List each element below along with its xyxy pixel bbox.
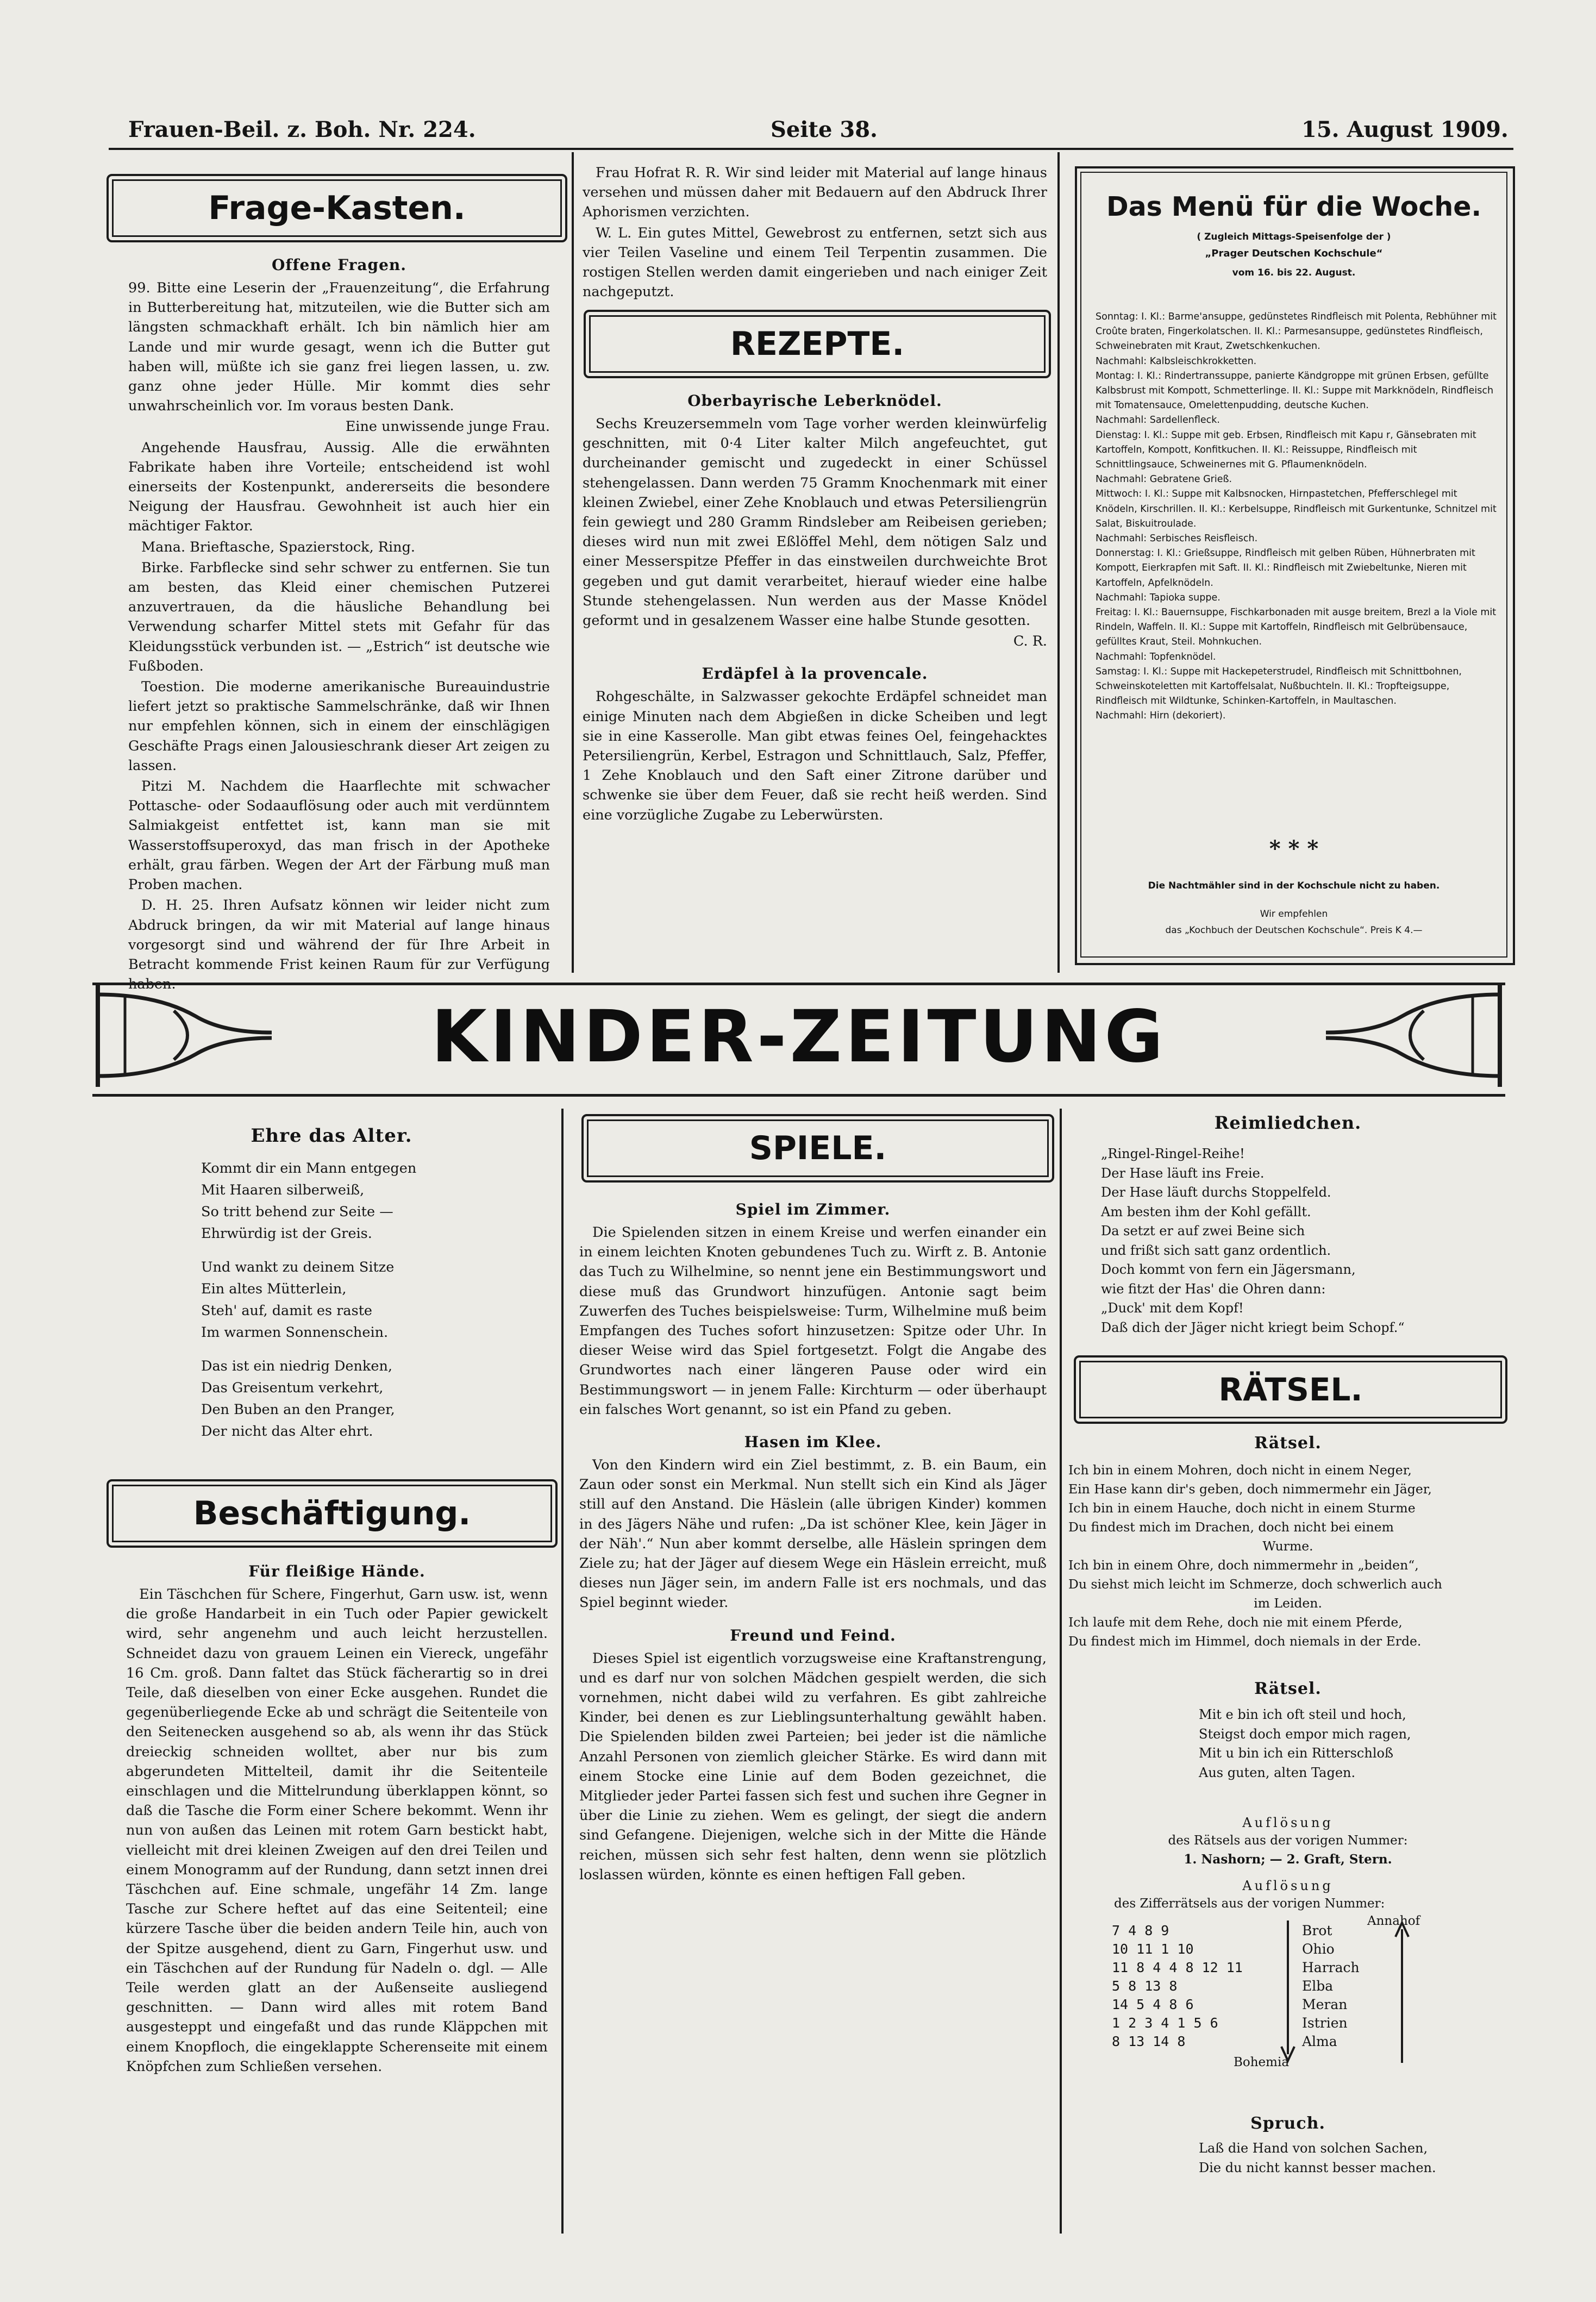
- menu-days: [1096, 310, 1500, 724]
- cipher-bottom-word: Bohemia: [1234, 2055, 1290, 2069]
- cipher-row: 1 2 3 4 1 5 6: [1112, 2015, 1218, 2031]
- menu-day: Samstag: I. Kl.: Suppe mit Hackepeterstrudel, Rindfleisch mit Schnittbohnen, Schweinskoteletten mit Kartoffelsalat, Nußbuchteln. II. Kl.: Tropfteigsuppe, Rindfleisch mit Wildtunke, Schinken-Kartoffeln, in Maultaschen.: [1096, 666, 1462, 707]
- recipe-signature: C. R.: [1013, 633, 1047, 650]
- banner-ornament-left: [92, 978, 277, 1092]
- menu-title: Das Menü für die Woche.: [1106, 191, 1482, 222]
- raetsel-title: RÄTSEL.: [1218, 1371, 1363, 1408]
- offene-fragen-heading: Offene Fragen.: [272, 256, 406, 274]
- beschaeftigung-title: Beschäftigung.: [193, 1494, 471, 1532]
- answer-mana: Mana. Brieftasche, Spazierstock, Ring.: [141, 539, 416, 555]
- rezepte-column: [583, 387, 1047, 826]
- poem-line: Am besten ihm der Kohl gefällt.: [1101, 1204, 1311, 1219]
- poem-line: und frißt sich satt ganz ordentlich.: [1101, 1242, 1331, 1258]
- menu-day: Montag: I. Kl.: Rindertranssuppe, panierte Kändgroppe mit grünen Erbsen, gefüllte Kalbsbrust mit Kompott, Schmetterlinge. II. Kl.: Suppe mit Markknödeln, Rindfleisch mit Tomatensauce, Omelettenpudding, deutsche Kuchen.: [1096, 370, 1494, 411]
- menu-dinner: Nachmahl: Topfenknödel.: [1096, 651, 1216, 662]
- frage-kasten-title: Frage-Kasten.: [208, 189, 466, 227]
- spiel-zimmer-heading: Spiel im Zimmer.: [735, 1200, 891, 1218]
- kinder-zeitung-title: KINDER-ZEITUNG: [431, 995, 1167, 1079]
- question-signature: Eine unwissende junge Frau.: [345, 418, 550, 435]
- freund-feind-text: Dieses Spiel ist eigentlich vorzugsweise eine Kraftanstrengung, und es darf nur von solchen Mädchen gespielt werden, die sich vornehmen, nicht dabei wild zu verfahren. Es gibt zahlreiche Kinder, bei denen es zur Lieblingsunterhaltung gewählt haben. Die Spielenden bilden zwei Parteien; bei jeder ist die nämliche Anzahl Personen von ziemlich gleicher Stärke. Es wird dann mit einem Stocke eine Linie auf dem Boden gezeichnet, die Mitglieder jeder Partei fassen sich fest und suchen ihre Gegner in über die Linie zu ziehen. Wem es gelingt, der siegt die andern sind Gefangene. Diejenigen, welche sich in der Mitte die Hände reichen, müssen sich sehr fest halten, denn wenn sie plötzlich loslassen würden, könnte es einen heftigen Fall geben.: [579, 1650, 1047, 1883]
- spiel-zimmer-text: Die Spielenden sitzen in einem Kreise und werfen einander ein in einem leichten Knoten gebundenes Tuch zu. Wirft z. B. Antonie das Tuch zu Wilhelmine, so nennt jene ein Bestimmungswort und diese muß das Grundwort hinzufügen. Antonie sagt beim Zuwerfen des Tuches beispielsweise: Turm, Wilhelmine muß beim Empfangen des Tuches sofort hinzusetzen: Spitze oder Uhr. In dieser Weise wird das Spiel fortgesetzt. Folgt die Angabe des Grundwortes nach einer längeren Pause oder wird ein Bestimmungswort — in jenem Falle: Kirchturm — oder überhaupt ein falsches Wort genannt, so ist ein Pfand zu geben.: [579, 1224, 1047, 1418]
- menu-day: Sonntag: I. Kl.: Barme'ansuppe, gedünstetes Rindfleisch mit Polenta, Rebhühner mit Croûte braten, Fingerkolatschen. II. Kl.: Parmesansuppe, gedünstetes Rindfleisch, Schweinebraten mit Kraut, Zwetschkenkuchen.: [1096, 311, 1497, 352]
- answer-toestion: Toestion. Die moderne amerikanische Bureauindustrie liefert jetzt so praktische Sammelschränke, daß wir Ihnen nur empfehlen können, sich in einem der einschlägigen Geschäfte Prags einen Jalousieschrank dieser Art zeigen zu lassen.: [128, 679, 550, 774]
- cipher-top-word: Annahof: [1367, 1914, 1420, 1928]
- beschaeftigung-column: [126, 1557, 548, 2078]
- cipher-row: 14 5 4 8 6: [1112, 1997, 1194, 2012]
- poem-line: Kommt dir ein Mann entgegen: [201, 1160, 417, 1177]
- poem-line: „Ringel-Ringel-Reihe!: [1101, 1146, 1245, 1161]
- answer-pitzi: Pitzi M. Nachdem die Haarflechte mit schwacher Pottasche- oder Sodaauflösung oder auch mit verdünntem Salmiakgeist entfettet ist, kann man sie mit Wasserstoffsuperoxyd, das man frisch in der Apotheke erhält, grau färben. Wegen der Art der Färbung muß man Proben machen.: [128, 778, 550, 893]
- menu-subtitle-1: ( Zugleich Mittags-Speisenfolge der ): [1197, 232, 1391, 242]
- haende-text: Ein Täschchen für Schere, Fingerhut, Garn usw. ist, wenn die große Handarbeit in ein Tuch oder Papier gewickelt wird, sehr angenehm und auch leicht herzustellen. Schneidet dazu von grauem Leinen ein Viereck, ungefähr 16 Cm. groß. Dann faltet das Stück fächerartig so in drei Teile, daß dieselben von einer Ecke ausgehen. Rundet die gegenüberliegende Ecke ab und schrägt die Seitenteile von den Seitenecken ausgehend so ab, als wenn ihr das Stück dreieckig schneiden wolltet, aber nur bis zum abgerundeten Mittelteil, damit ihr die Seitenteile einschlagen und die Mittelrundung überklappen könnt, so daß die Tasche die Form einer Schere bekommt. Wenn ihr nun von außen das Leinen mit rotem Garn bestickt habt, vielleicht mit drei kleinen Zweigen auf den drei Teilen und einem Monogramm auf der Rundung, dann setzt innen drei Täschchen auf. Eine schmale, ungefähr 14 Zm. lange Tasche zur Schere heftet auf das eine Seitenteil; eine kürzere Tasche über die beiden andern Teile hin, auch von der Spitze ausgehend, dient zu Garn, Fingerhut usw. und ein Täschchen auf der Rundung für Nadeln o. dgl. — Alle Teile werden glatt an der Außenseite ausliegend geschnitten. — Dann wird alles mit rotem Band ausgesteppt und eingefaßt und das runde Kläppchen mit einem Knopfloch, die eingeklappte Scherenseite mit einem Knöpfchen zum Schließen versehen.: [126, 1586, 548, 2075]
- aufloesung-1-heading: Auflösung: [1242, 1815, 1334, 1830]
- header-date: 15. August 1909.: [1301, 117, 1509, 142]
- recipe-title-leberknoedel: Oberbayrische Leberknödel.: [687, 392, 942, 410]
- mid-top-answers: [583, 163, 1047, 303]
- poem-line: Das ist ein niedrig Denken,: [201, 1358, 393, 1374]
- aufloesung-2-sub: des Zifferrätsels aus der vorigen Nummer:: [1114, 1897, 1385, 1911]
- spruch-line: Laß die Hand von solchen Sachen,: [1199, 2141, 1428, 2156]
- poem-line: Der Hase läuft durchs Stoppelfeld.: [1101, 1185, 1331, 1200]
- alter-poem: [201, 1158, 549, 1442]
- poem-line: So tritt behend zur Seite —: [201, 1204, 393, 1220]
- reimliedchen-poem: [1101, 1144, 1503, 1337]
- banner-ornament-right: [1320, 978, 1505, 1092]
- arrow-down-icon: [1277, 1918, 1299, 2065]
- poem-line: Steh' auf, damit es raste: [201, 1303, 373, 1319]
- cipher-row: 10 11 1 10: [1112, 1941, 1194, 1957]
- cipher-numbers: [1112, 1922, 1280, 2051]
- raetsel-2-heading: Rätsel.: [1254, 1679, 1322, 1698]
- raetsel-line: Mit u bin ich ein Ritterschloß: [1199, 1746, 1393, 1761]
- haende-heading: Für fleißige Hände.: [248, 1562, 425, 1580]
- cipher-word: Elba: [1302, 1978, 1334, 1994]
- recipe-text-erdaepfel: Rohgeschälte, in Salzwasser gekochte Erdäpfel schneidet man einige Minuten nach dem Abgießen in dicke Scheiben und legt sie in eine Kasserolle. Man gibt etwas feines Oel, feingehacktes Petersiliengrün, Kerbel, Estragon und Schnittlauch, Salz, Pfeffer, 1 Zehe Knoblauch und den Saft einer Zitrone darüber und schwenke sie über dem Feuer, daß sie recht heiß werden. Sind eine vorzügliche Zugabe zu Leberwürsten.: [583, 689, 1047, 823]
- poem-line: Und wankt zu deinem Sitze: [201, 1259, 395, 1275]
- raetsel-line: Wurme.: [1262, 1538, 1313, 1554]
- recipe-text-leberknoedel: Sechs Kreuzersemmeln vom Tage vorher werden kleinwürfelig geschnitten, mit 0·4 Liter kalter Milch angefeuchtet, gut durcheinander gemischt und zugedeckt in einer Schüssel stehengelassen. Dann werden 75 Gramm Knochenmark mit einer kleinen Zwiebel, einer Zehe Knoblauch und etwas Petersiliengrün fein gewiegt und 280 Gramm Rindsleber am Reibeisen gerieben; dieses wird nun mit zwei Eßlöffel Mehl, dem nötigen Salz und einer Messerspitze Pfeffer in das einstweilen durchweichte Brot gegeben und gut damit verarbeitet, hierauf wieder eine halbe Stunde stehengelassen. Nun werden aus der Masse Knödel geformt und in gesalzenem Wasser eine halbe Stunde gesotten.: [583, 416, 1047, 629]
- poem-line: Da setzt er auf zwei Beine sich: [1101, 1223, 1305, 1238]
- raetsel-line: Ich bin in einem Mohren, doch nicht in einem Neger,: [1068, 1462, 1412, 1478]
- recipe-title-erdaepfel: Erdäpfel à la provencale.: [702, 665, 928, 683]
- answer-dh25: D. H. 25. Ihren Aufsatz können wir leider nicht zum Abdruck bringen, da wir mit Material auf lange hinaus vorgesorgt sind und während der für Ihre Arbeit in Betracht kommende Frist keinen Raum für zur Verfügung haben.: [128, 897, 550, 993]
- poem-line: Ein altes Mütterlein,: [201, 1281, 347, 1297]
- spiele-title: SPIELE.: [749, 1129, 887, 1167]
- cipher-row: 8 13 14 8: [1112, 2034, 1186, 2049]
- column-rule: [1057, 152, 1060, 973]
- menu-dinner: Nachmahl: Gebratene Grieß.: [1096, 474, 1232, 485]
- raetsel-line: Ich laufe mit dem Rehe, doch nie mit einem Pferde,: [1068, 1615, 1403, 1630]
- answer-birke: Birke. Farbflecke sind sehr schwer zu entfernen. Sie tun am besten, das Kleid einer chemischen Putzerei anzuvertrauen, da die häusliche Behandlung bei Verwendung scharfer Mittel stets mit Gefahr für das Kleidungsstück verbunden ist. — „Estrich“ ist deutsche wie Fußboden.: [128, 559, 550, 674]
- question-99: 99. Bitte eine Leserin der „Frauenzeitung“, die Erfahrung in Butterbereitung hat, mitzuteilen, wie die Butter sich am längsten schmackhaft erhält. Ich bin nämlich hier am Lande und mir wurde gesagt, wenn ich die Butter gut haben will, müßte ich sie ganz frei liegen lassen, u. zw. ganz ohne jeder Hülle. Mir kommt dies sehr unwahrscheinlich vor. Im voraus besten Dank.: [128, 280, 550, 415]
- spruch-text: [1199, 2139, 1503, 2178]
- frage-kasten-heading: [107, 174, 567, 242]
- frage-kasten-column: [128, 251, 550, 995]
- menu-dinner: Nachmahl: Hirn (dekoriert).: [1096, 710, 1226, 722]
- poem-line: Ehrwürdig ist der Greis.: [201, 1225, 372, 1242]
- raetsel-line: Mit e bin ich oft steil und hoch,: [1199, 1707, 1406, 1722]
- raetsel-line: Aus guten, alten Tagen.: [1199, 1765, 1356, 1780]
- raetsel-2-text: [1199, 1705, 1503, 1782]
- aufloesung-2-heading: Auflösung: [1242, 1878, 1334, 1893]
- hasen-klee-text: Von den Kindern wird ein Ziel bestimmt, z. B. ein Baum, ein Zaun oder sonst ein Merkmal. Nun stellt sich ein Kind als Jäger still auf den Anstand. Die Häslein (alle übrigen Kinder) kommen in des Jägers Nähe und rufen: „Da ist schöner Klee, kein Jäger in der Näh'.“ Nun aber kommt derselbe, alle Häslein springen dem Ziele zu; hat der Jäger auf diesem Wege ein Häslein erreicht, muß dieses nun Jäger sein, im andern Falle ist ers nochmals, und das Spiel beginnt wieder.: [579, 1457, 1047, 1611]
- cipher-word: Brot: [1302, 1923, 1332, 1938]
- menu-dinner: Nachmahl: Kalbsleischkrokketten.: [1096, 355, 1257, 367]
- spruch-heading: Spruch.: [1250, 2114, 1325, 2133]
- spiele-column: [579, 1196, 1047, 1886]
- reimliedchen-title: Reimliedchen.: [1214, 1112, 1362, 1133]
- answer-hausfrau: Angehende Hausfrau, Aussig. Alle die erwähnten Fabrikate haben ihre Vorteile; entscheidend ist wohl einerseits der Kostenpunkt, andererseits die besondere Neigung der Hausfrau. Gewohnheit ist auch hier ein mächtiger Faktor.: [128, 439, 550, 535]
- poem-line: Den Buben an den Pranger,: [201, 1402, 395, 1418]
- raetsel-line: Du findest mich im Drachen, doch nicht bei einem: [1068, 1519, 1394, 1535]
- cipher-row: 7 4 8 9: [1112, 1923, 1169, 1938]
- cipher-row: 11 8 4 4 8 12 11: [1112, 1960, 1243, 1975]
- aufloesung-1-sub: des Rätsels aus der vorigen Nummer:: [1168, 1834, 1408, 1848]
- header-left: Frauen-Beil. z. Boh. Nr. 224.: [128, 117, 476, 142]
- alter-title: Ehre das Alter.: [251, 1125, 412, 1147]
- raetsel-line: Du siehst mich leicht im Schmerze, doch schwerlich auch: [1068, 1577, 1442, 1592]
- rezepte-heading: [584, 310, 1051, 378]
- raetsel-line: Ich bin in einem Ohre, doch nimmermehr in „beiden“,: [1068, 1557, 1419, 1573]
- menu-recommend-2: das „Kochbuch der Deutschen Kochschule“. Preis K 4.—: [1165, 925, 1423, 936]
- aufloesung-1-answer: 1. Nashorn; — 2. Graft, Stern.: [1184, 1852, 1392, 1867]
- menu-date-range: vom 16. bis 22. August.: [1232, 267, 1356, 278]
- spiele-heading: [581, 1114, 1054, 1183]
- rezepte-title: REZEPTE.: [730, 325, 905, 363]
- poem-line: Mit Haaren silberweiß,: [201, 1182, 365, 1198]
- hasen-klee-heading: Hasen im Klee.: [744, 1433, 882, 1452]
- poem-line: Das Greisentum verkehrt,: [201, 1380, 384, 1396]
- spruch-line: Die du nicht kannst besser machen.: [1199, 2160, 1436, 2175]
- cipher-word: Istrien: [1302, 2015, 1348, 2031]
- cipher-word: Harrach: [1302, 1960, 1360, 1975]
- menu-day: Dienstag: I. Kl.: Suppe mit geb. Erbsen, Rindfleisch mit Kapu r, Gänsebraten mit Kartoffeln, Kompott, Konfitkuchen. II. Kl.: Reissuppe, Rindfleisch mit Schnittlingsauce, Schweinernes mit G. Pflaumenknödeln.: [1096, 429, 1476, 471]
- raetsel-line: Ein Hase kann dir's geben, doch nimmermehr ein Jäger,: [1068, 1481, 1432, 1497]
- poem-line: Doch kommt von fern ein Jägersmann,: [1101, 1262, 1356, 1277]
- beschaeftigung-heading: [107, 1479, 558, 1548]
- poem-line: Im warmen Sonnenschein.: [201, 1324, 389, 1341]
- menu-day: Mittwoch: I. Kl.: Suppe mit Kalbsnocken, Hirnpastetchen, Pfefferschlegel mit Knödeln, Kirschrillen. II. Kl.: Kerbelsuppe, Rindfleisch mit Gurkentunke, Schnitzel mit Salat, Biskuitroulade.: [1096, 489, 1497, 529]
- menu-dinner: Nachmahl: Serbisches Reisfleisch.: [1096, 533, 1258, 545]
- cipher-word: Alma: [1302, 2034, 1337, 2049]
- poem-line: wie fitzt der Has' die Ohren dann:: [1101, 1281, 1326, 1297]
- menu-recommend-1: Wir empfehlen: [1260, 909, 1328, 919]
- menu-stars: * * *: [1269, 836, 1319, 861]
- menu-dinner: Nachmahl: Tapioka suppe.: [1096, 592, 1221, 603]
- cipher-word: Ohio: [1302, 1941, 1335, 1957]
- poem-line: Daß dich der Jäger nicht kriegt beim Schopf.“: [1101, 1319, 1405, 1335]
- poem-line: Der nicht das Alter ehrt.: [201, 1423, 373, 1440]
- column-rule: [572, 152, 574, 973]
- menu-note: Die Nachtmähler sind in der Kochschule nicht zu haben.: [1148, 880, 1440, 891]
- cipher-word: Meran: [1302, 1997, 1348, 2012]
- menu-day: Freitag: I. Kl.: Bauernsuppe, Fischkarbonaden mit ausge breitem, Brezl a la Viole mit Rindeln, Waffeln. II. Kl.: Suppe mit Kartoffeln, Rindfleisch mit Gelbrübensauce, gefülltes Kraut, Steil. Mohnkuchen.: [1096, 607, 1497, 648]
- raetsel-line: Ich bin in einem Hauche, doch nicht in einem Sturme: [1068, 1500, 1416, 1516]
- answer-hofrat: Frau Hofrat R. R. Wir sind leider mit Material auf lange hinaus versehen und müssen daher mit Bedauern auf den Abdruck Ihrer Aphorismen verzichten.: [583, 165, 1047, 221]
- raetsel-line: Du findest mich im Himmel, doch niemals in der Erde.: [1068, 1634, 1422, 1649]
- answer-wl: W. L. Ein gutes Mittel, Gewebrost zu entfernen, setzt sich aus vier Teilen Vaseline und einem Teil Terpentin zusammen. Die rostigen Stellen werden damit eingerieben und nach einiger Zeit nachgeputzt.: [583, 224, 1047, 301]
- column-rule: [561, 1109, 564, 2234]
- raetsel-1-text: [1068, 1461, 1507, 1651]
- raetsel-heading: [1074, 1355, 1507, 1424]
- raetsel-1-heading: Rätsel.: [1254, 1434, 1322, 1453]
- menu-day: Donnerstag: I. Kl.: Grießsuppe, Rindfleisch mit gelben Rüben, Hühnerbraten mit Kompott, Eierkrapfen mit Saft. II. Kl.: Rindfleisch mit Zwiebeltunke, Nieren mit Kartoffeln, Apfelknödeln.: [1096, 548, 1475, 589]
- poem-line: Der Hase läuft ins Freie.: [1101, 1165, 1265, 1181]
- raetsel-line: im Leiden.: [1254, 1596, 1322, 1611]
- column-rule: [1060, 1109, 1062, 2234]
- cipher-words: [1302, 1922, 1360, 2051]
- menu-subtitle-2: „Prager Deutschen Kochschule“: [1205, 248, 1383, 259]
- freund-feind-heading: Freund und Feind.: [730, 1626, 896, 1644]
- poem-line: „Duck' mit dem Kopf!: [1101, 1300, 1244, 1316]
- cipher-row: 5 8 13 8: [1112, 1978, 1178, 1994]
- header-rule: [109, 148, 1513, 150]
- menu-dinner: Nachmahl: Sardellenfleck.: [1096, 415, 1220, 426]
- header-page: Seite 38.: [771, 117, 878, 142]
- raetsel-line: Steigst doch empor mich ragen,: [1199, 1726, 1411, 1742]
- kinder-zeitung-banner: [92, 983, 1505, 1097]
- arrow-up-icon: [1391, 1918, 1413, 2065]
